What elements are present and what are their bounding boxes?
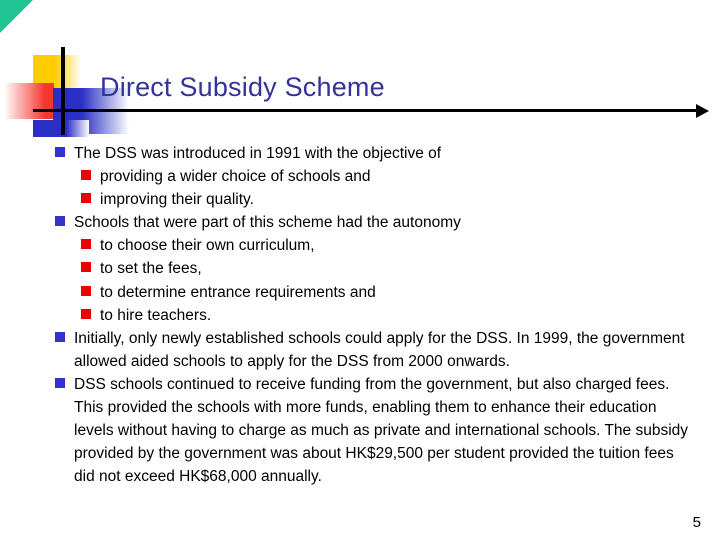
list-item: [55, 373, 695, 488]
list-item-text: DSS schools continued to receive funding from the government, but also charged fees. This provided the schools with more funds, enabling them to enhance their education levels without having to charge as much as private and international schools. The subsidy provided by the government was about HK$29,500 per student provided the tuition fees did not exceed HK$68,000 annually.: [74, 375, 689, 486]
square-bullet-blue-icon: [55, 332, 65, 342]
decor-vertical-rule: [61, 47, 65, 135]
list-item-text: Schools that were part of this scheme had the autonomy: [74, 214, 461, 232]
decor-square-red: [4, 83, 54, 119]
slide-body: [55, 142, 695, 488]
list-item: [55, 142, 695, 165]
list-item: [81, 257, 695, 280]
square-bullet-blue-icon: [55, 147, 65, 157]
list-item: [81, 281, 695, 304]
list-item-text: Initially, only newly established schools could apply for the DSS. In 1999, the government allowed aided schools to apply for the DSS from 2000 onwards.: [74, 329, 685, 370]
list-item-text: The DSS was introduced in 1991 with the objective of: [74, 145, 442, 162]
list-item: [81, 165, 695, 188]
square-bullet-red-icon: [81, 286, 91, 296]
list-item-text: providing a wider choice of schools and: [100, 168, 371, 186]
list-item: [55, 211, 695, 234]
list-item-text: improving their quality.: [100, 191, 254, 209]
list-item-text: to choose their own curriculum,: [100, 237, 315, 255]
square-bullet-red-icon: [81, 193, 91, 203]
list-item: [81, 188, 695, 211]
square-bullet-red-icon: [81, 170, 91, 180]
corner-triangle-accent: [0, 0, 33, 33]
list-item: [81, 234, 695, 257]
list-item-text: to set the fees,: [100, 260, 202, 278]
list-item: [55, 327, 695, 373]
title-horizontal-rule: [33, 109, 700, 112]
square-bullet-red-icon: [81, 239, 91, 249]
title-rule-arrowhead-icon: [696, 104, 709, 118]
list-item: [81, 304, 695, 327]
list-item-text: to hire teachers.: [100, 306, 212, 324]
square-bullet-blue-icon: [55, 378, 65, 388]
square-bullet-red-icon: [81, 309, 91, 319]
page-number: 5: [692, 514, 701, 531]
square-bullet-red-icon: [81, 262, 91, 272]
page-title: Direct Subsidy Scheme: [100, 72, 385, 102]
square-bullet-blue-icon: [55, 216, 65, 226]
list-item-text: to determine entrance requirements and: [100, 283, 376, 301]
